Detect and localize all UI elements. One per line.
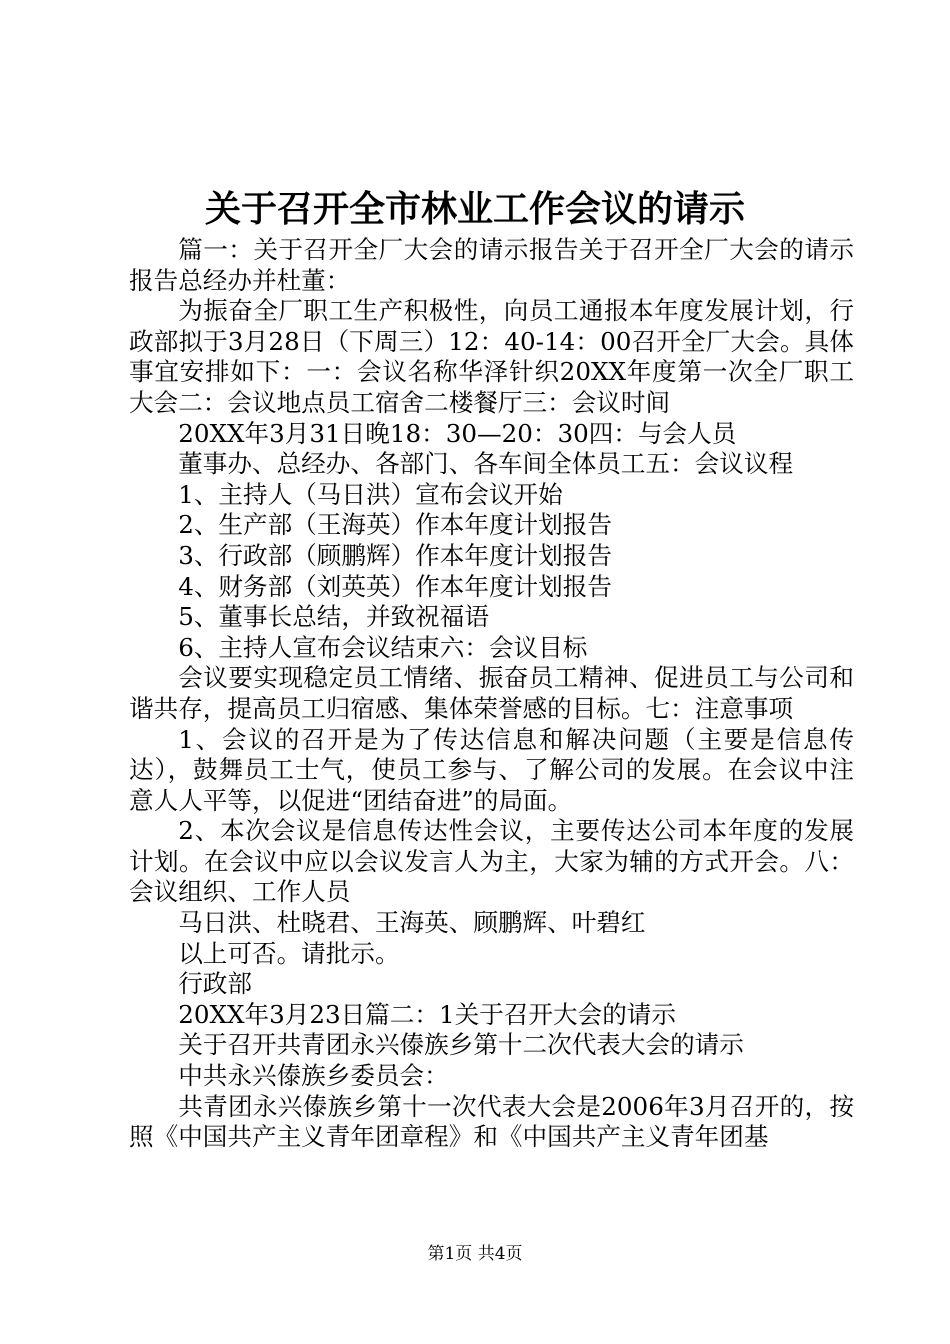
- paragraph: 会议要实现稳定员工情绪、振奋员工精神、促进员工与公司和谐共存，提高员工归宿感、集体荣誉感的目标。七：注意事项: [129, 663, 854, 723]
- page-number: 第1页 共4页: [427, 1244, 523, 1264]
- paragraph: 2、本次会议是信息传达性会议，主要传达公司本年度的发展计划。在会议中应以会议发言人为主，大家为辅的方式开会。八：会议组织、工作人员: [129, 816, 854, 907]
- paragraph: 1、主持人（马日洪）宣布会议开始: [178, 479, 563, 509]
- paragraph: 篇一：关于召开全厂大会的请示报告关于召开全厂大会的请示报告总经办并杜董：: [129, 235, 854, 295]
- paragraph: 以上可否。请批示。: [178, 938, 400, 968]
- paragraph: 3、行政部（顾鹏辉）作本年度计划报告: [178, 540, 612, 570]
- paragraph: 5、董事长总结，并致祝福语: [178, 602, 489, 632]
- paragraph: 中共永兴傣族乡委员会：: [178, 1061, 449, 1091]
- paragraph: 行政部: [178, 969, 252, 999]
- paragraph: 2、生产部（王海英）作本年度计划报告: [178, 510, 612, 540]
- paragraph: 共青团永兴傣族乡第十一次代表大会是2006年3月召开的，按照《中国共产主义青年团章程》和《中国共产主义青年团基: [129, 1091, 854, 1152]
- paragraph: 为振奋全厂职工生产积极性，向员工通报本年度发展计划，行政部拟于3月28日（下周三）12：40-14：00召开全厂大会。具体事宜安排如下：一：会议名称华泽针织20XX年度第一次全厂职工大会二：会议地点员工宿舍二楼餐厅三：会议时间: [129, 296, 854, 417]
- paragraph: 关于召开共青团永兴傣族乡第十二次代表大会的请示: [178, 1030, 744, 1060]
- paragraph: 6、主持人宣布会议结束六：会议目标: [178, 632, 588, 662]
- paragraph: 20XX年3月31日晚18：30—20：30四：与会人员: [178, 418, 737, 448]
- paragraph: 马日洪、杜晓君、王海英、顾鹏辉、叶碧红: [178, 908, 646, 938]
- document-title: 关于召开全市林业工作会议的请示: [204, 188, 745, 230]
- paragraph: 1、会议的召开是为了传达信息和解决问题（主要是信息传达），鼓舞员工士气，使员工参与、了解公司的发展。在会议中注意人人平等，以促进“团结奋进”的局面。: [129, 724, 854, 815]
- paragraph: 20XX年3月23日篇二：1关于召开大会的请示: [178, 999, 676, 1029]
- paragraph: 4、财务部（刘英英）作本年度计划报告: [178, 571, 612, 601]
- paragraph: 董事办、总经办、各部门、各车间全体员工五：会议议程: [178, 449, 794, 479]
- document-body: [129, 235, 854, 1153]
